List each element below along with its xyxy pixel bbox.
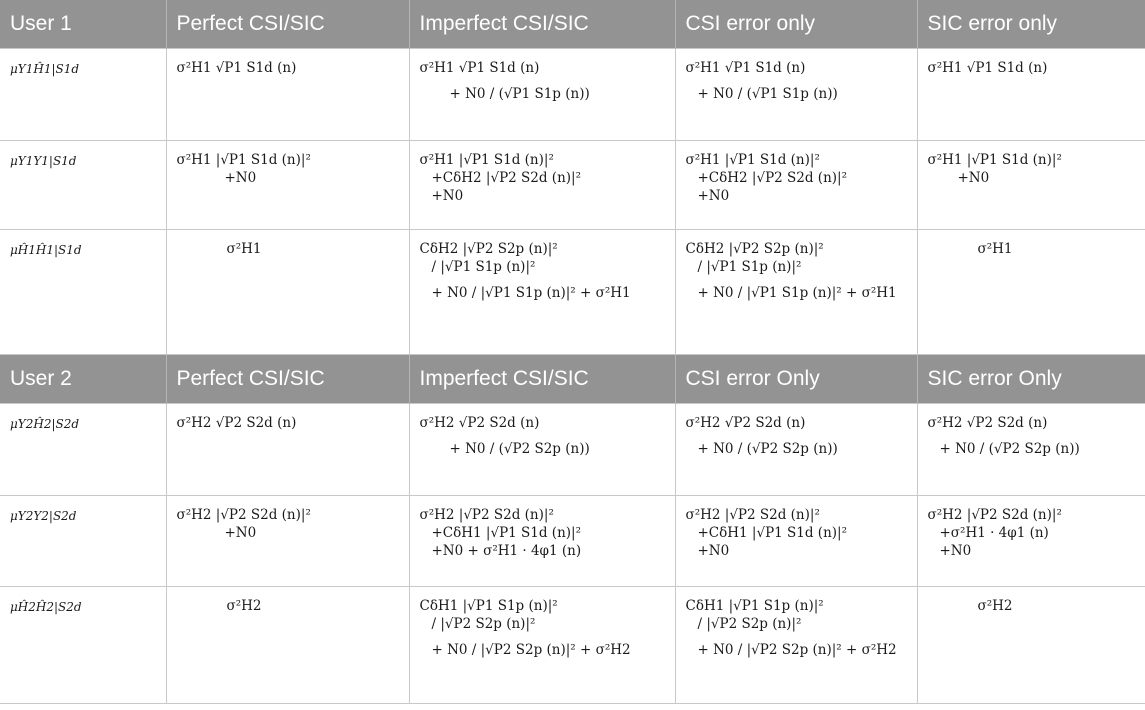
- table-row: [0, 141, 1145, 230]
- cell-sic-only: σ²H1: [917, 230, 1145, 355]
- cell-perfect: σ²H1 |√P1 S1d (n)|² +N0: [166, 141, 409, 230]
- table-row: [0, 49, 1145, 141]
- table-row: [0, 496, 1145, 587]
- cell-sic-only: σ²H1 |√P1 S1d (n)|² +N0: [917, 141, 1145, 230]
- cell-imperfect: σ²H2 |√P2 S2d (n)|² +CδH1 |√P1 S1d (n)|² +N0 + σ²H1 · 4φ1 (n): [409, 496, 675, 587]
- header-csi-only: CSI error only: [675, 0, 917, 49]
- cell-sic-only: σ²H2 √P2 S2d (n) + N0 / (√P2 S2p (n)): [917, 404, 1145, 496]
- cell-csi-only: σ²H2 √P2 S2d (n) + N0 / (√P2 S2p (n)): [675, 404, 917, 496]
- cell-perfect: σ²H2: [166, 587, 409, 704]
- row-label: μY1Ĥ1|S1d: [0, 49, 166, 141]
- header-sic-only: SIC error only: [917, 0, 1145, 49]
- cell-csi-only: CδH2 |√P2 S2p (n)|² / |√P1 S1p (n)|² + N0 / |√P1 S1p (n)|² + σ²H1: [675, 230, 917, 355]
- row-label: μĤ2Ĥ2|S2d: [0, 587, 166, 704]
- cell-perfect: σ²H2 |√P2 S2d (n)|² +N0: [166, 496, 409, 587]
- cell-sic-only: σ²H2 |√P2 S2d (n)|² +σ²H1 · 4φ1 (n) +N0: [917, 496, 1145, 587]
- header-imperfect: Imperfect CSI/SIC: [409, 0, 675, 49]
- table-row: [0, 404, 1145, 496]
- header-perfect: Perfect CSI/SIC: [166, 0, 409, 49]
- cell-csi-only: σ²H2 |√P2 S2d (n)|² +CδH1 |√P1 S1d (n)|² +N0: [675, 496, 917, 587]
- cell-csi-only: σ²H1 |√P1 S1d (n)|² +CδH2 |√P2 S2d (n)|² +N0: [675, 141, 917, 230]
- row-label: μY2Y2|S2d: [0, 496, 166, 587]
- table-row: [0, 230, 1145, 355]
- row-label: μY2Ĥ2|S2d: [0, 404, 166, 496]
- user1-header-row: [0, 0, 1145, 49]
- header-sic-only: SIC error Only: [917, 355, 1145, 404]
- cell-csi-only: σ²H1 √P1 S1d (n) + N0 / (√P1 S1p (n)): [675, 49, 917, 141]
- header-user: User 1: [0, 0, 166, 49]
- cell-sic-only: σ²H2: [917, 587, 1145, 704]
- cell-imperfect: CδH2 |√P2 S2p (n)|² / |√P1 S1p (n)|² + N0 / |√P1 S1p (n)|² + σ²H1: [409, 230, 675, 355]
- header-imperfect: Imperfect CSI/SIC: [409, 355, 675, 404]
- cell-imperfect: σ²H2 √P2 S2d (n) + N0 / (√P2 S2p (n)): [409, 404, 675, 496]
- cell-imperfect: σ²H1 √P1 S1d (n) + N0 / (√P1 S1p (n)): [409, 49, 675, 141]
- header-perfect: Perfect CSI/SIC: [166, 355, 409, 404]
- header-user: User 2: [0, 355, 166, 404]
- cell-imperfect: CδH1 |√P1 S1p (n)|² / |√P2 S2p (n)|² + N0 / |√P2 S2p (n)|² + σ²H2: [409, 587, 675, 704]
- row-label: μY1Y1|S1d: [0, 141, 166, 230]
- table-row: [0, 587, 1145, 704]
- cell-imperfect: σ²H1 |√P1 S1d (n)|² +CδH2 |√P2 S2d (n)|² +N0: [409, 141, 675, 230]
- row-label: μĤ1Ĥ1|S1d: [0, 230, 166, 355]
- user2-header-row: [0, 355, 1145, 404]
- cell-perfect: σ²H2 √P2 S2d (n): [166, 404, 409, 496]
- cell-perfect: σ²H1 √P1 S1d (n): [166, 49, 409, 141]
- cell-csi-only: CδH1 |√P1 S1p (n)|² / |√P2 S2p (n)|² + N0 / |√P2 S2p (n)|² + σ²H2: [675, 587, 917, 704]
- header-csi-only: CSI error Only: [675, 355, 917, 404]
- cell-perfect: σ²H1: [166, 230, 409, 355]
- cell-sic-only: σ²H1 √P1 S1d (n): [917, 49, 1145, 141]
